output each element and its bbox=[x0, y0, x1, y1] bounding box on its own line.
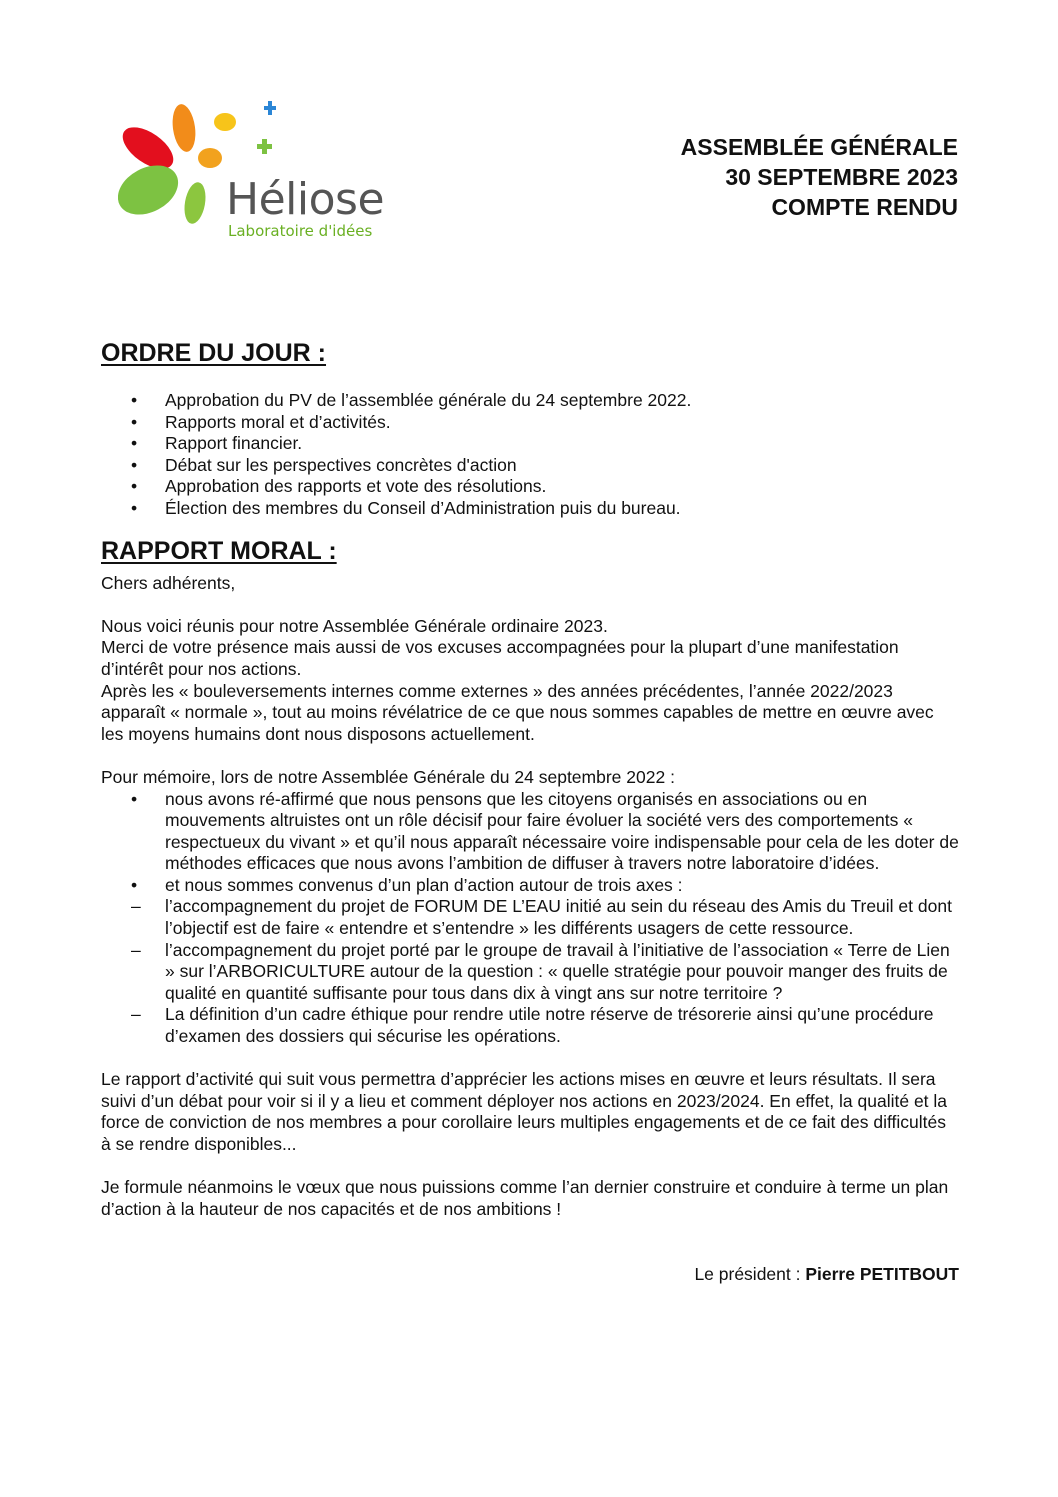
salutation: Chers adhérents, bbox=[101, 572, 236, 593]
memoire-item: • et nous sommes convenus d’un plan d’action autour de trois axes : bbox=[131, 874, 683, 895]
intro-paragraph: Nous voici réunis pour notre Assemblée Générale ordinaire 2023. bbox=[101, 615, 608, 636]
intro-paragraph: Merci de votre présence mais aussi de vos excuses accompagnées pour la plupart d’une manifestation d’intérêt pour nos actions. bbox=[101, 637, 899, 679]
signature-label: Le président : bbox=[694, 1263, 806, 1284]
memoire-item: – l’accompagnement du projet porté par le groupe de travail à l’initiative de l’association « Terre de Lien » sur l’ARBORICULTURE autour de la question : « quelle stratégie pour pouvoir manger des fruits de qualité en quantité suffisante pour tous dans dix à vingt ans sur notre territoire ? bbox=[131, 939, 950, 1003]
memoire-list bbox=[101, 789, 959, 1048]
memoire-intro: Pour mémoire, lors de notre Assemblée Générale du 24 septembre 2022 : bbox=[101, 766, 675, 787]
title-line-2: 30 SEPTEMBRE 2023 bbox=[725, 164, 958, 190]
agenda-item: • Élection des membres du Conseil d’Administration puis du bureau. bbox=[101, 498, 959, 520]
intro-paragraph: Après les « bouleversements internes comme externes » des années précédentes, l’année 2022/2023 apparaît « normale », tout au moins révélatrice de ce que nous sommes capables de mettre en œuvre avec les moyens humains dont nous disposons actuellement. bbox=[101, 680, 934, 744]
document-body bbox=[101, 335, 959, 1285]
logo-name: Héliose bbox=[226, 174, 385, 225]
voeu-paragraph: Je formule néanmoins le vœux que nous puissions comme l’an dernier construire et conduire à terme un plan d’action à la hauteur de nos capacités et de nos ambitions ! bbox=[101, 1177, 949, 1219]
agenda-item: • Débat sur les perspectives concrètes d'action bbox=[101, 455, 959, 477]
heliose-logo bbox=[118, 98, 388, 248]
agenda-heading: ORDRE DU JOUR : bbox=[101, 339, 327, 367]
memoire-item: – La définition d’un cadre éthique pour rendre utile notre réserve de trésorerie ainsi qu’une procédure d’examen des dossiers qui sécurise les opérations. bbox=[131, 1004, 934, 1047]
logo-subtitle: Laboratoire d'idées bbox=[228, 222, 373, 240]
moral-report bbox=[101, 533, 959, 1286]
memoire-item: – l’accompagnement du projet de FORUM DE L’EAU initié au sein du réseau des Amis du Treuil et dont l’objectif est de faire « entendre et s’entendre » les différents usagers de cette ressource. bbox=[131, 896, 952, 939]
agenda-item: • Approbation des rapports et vote des résolutions. bbox=[101, 476, 959, 498]
agenda-item: • Approbation du PV de l’assemblée générale du 24 septembre 2022. bbox=[101, 390, 959, 412]
activite-paragraph: Le rapport d’activité qui suit vous permettra d’apprécier les actions mises en œuvre et leurs résultats. Il sera suivi d’un débat pour voir si il y a lieu et comment déployer nos actions en 2023/2024. En effet, la qualité et la force de conviction de nos membres a pour corollaire leurs multiples engagements et de ce fait des difficultés à se rendre disponibles... bbox=[101, 1069, 948, 1154]
moral-heading: RAPPORT MORAL : bbox=[101, 536, 337, 565]
agenda-item: • Rapport financier. bbox=[101, 433, 959, 455]
document-title bbox=[681, 132, 958, 222]
memoire-item: • nous avons ré-affirmé que nous pensons que les citoyens organisés en associations ou en mouvements altruistes ont un rôle décisif pour faire évoluer la société vers des comportements « respectueux du vivant » et qu’il nous apparaît nécessaire voire indispensable pour cela de les doter de méthodes efficaces que nous avons l’ambition de diffuser à travers notre laboratoire d’idées. bbox=[131, 788, 959, 874]
agenda-item: • Rapports moral et d’activités. bbox=[101, 412, 959, 434]
signature-name: Pierre PETITBOUT bbox=[805, 1263, 959, 1284]
signature bbox=[101, 1264, 959, 1286]
agenda-list bbox=[101, 390, 959, 520]
title-line-3: COMPTE RENDU bbox=[771, 194, 958, 220]
title-line-1: ASSEMBLÉE GÉNÉRALE bbox=[680, 134, 958, 160]
